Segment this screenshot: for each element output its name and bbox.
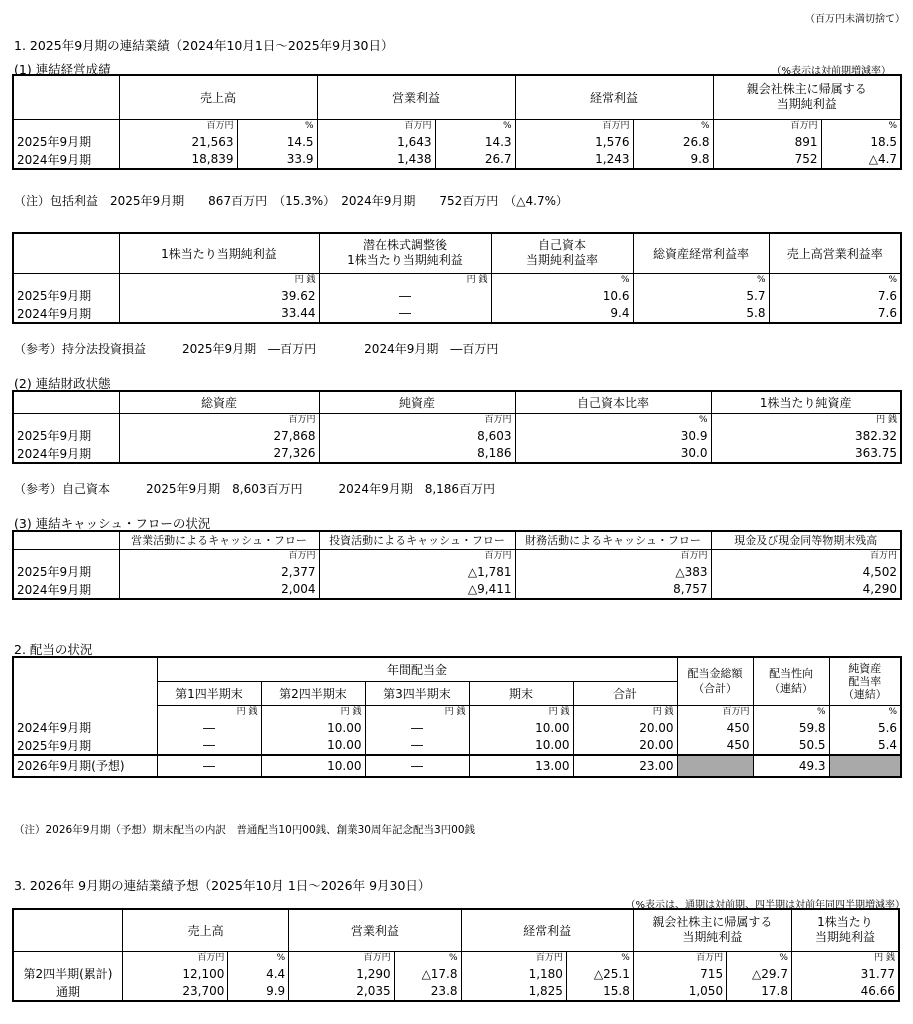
header-bps: 1株当たり純資産 <box>711 391 901 413</box>
per-share-table: 1株当たり当期純利益 潜在株式調整後 1株当たり当期純利益 自己資本 当期純利益率 総資産経常利益率 売上高営業利益率 円 銭 円 銭 % % % 2025年9月期 39.62 ― 10.6 5.7 7.6 2024年9月期 33.44 ― 9.4 5.8 7.6 <box>12 232 902 324</box>
table-row: 2025年9月期 ― 10.00 ― 10.00 20.00 450 50.5 5.4 <box>13 737 901 755</box>
section3-title: 3. 2026年 9月期の連結業績予想（2025年10月 1日～2026年 9月30日） <box>14 878 431 893</box>
header-sales-forecast: 売上高 <box>122 909 288 951</box>
header-equity-ratio: 自己資本比率 <box>515 391 711 413</box>
header-diluted-eps: 潜在株式調整後 1株当たり当期純利益 <box>319 233 491 273</box>
header-total-assets: 総資産 <box>119 391 319 413</box>
unit-note: （百万円未満切捨て） <box>805 14 905 25</box>
header-q2: 第2四半期末 <box>261 681 365 705</box>
header-q3: 第3四半期末 <box>365 681 469 705</box>
header-operating-income: 営業利益 <box>317 75 515 119</box>
table-row: 2024年9月期 18,839 33.9 1,438 26.7 1,243 9.8 752 △4.7 <box>13 151 901 169</box>
header-cash-balance: 現金及び現金同等物期末残高 <box>711 531 901 549</box>
sub1-pct-note: （%表示は対前期増減率） <box>771 66 891 77</box>
header-investing-cf: 投資活動によるキャッシュ・フロー <box>319 531 515 549</box>
equity-method-note: （参考）持分法投資損益 2025年9月期 ―百万円 2024年9月期 ―百万円 <box>14 342 499 356</box>
comprehensive-income-note: （注）包括利益 2025年9月期 867百万円 （15.3%） 2024年9月期 752百万円 （△4.7%） <box>14 194 568 208</box>
header-doe: 純資産 配当率 （連結） <box>829 657 901 705</box>
blank-cell <box>677 755 753 777</box>
header-roa: 総資産経常利益率 <box>633 233 769 273</box>
sub1-title: (1) 連結経営成績 <box>14 62 111 77</box>
header-payout-ratio: 配当性向 （連結） <box>753 657 829 705</box>
table-row: 2024年9月期 2,004 △9,411 8,757 4,290 <box>13 581 901 599</box>
forecast-row: 2026年9月期(予想) ― 10.00 ― 13.00 23.00 49.3 <box>13 755 901 777</box>
header-net-income: 親会社株主に帰属する 当期純利益 <box>713 75 901 119</box>
header-operating-forecast: 営業利益 <box>289 909 461 951</box>
sub3-title: (3) 連結キャッシュ・フローの状況 <box>14 516 211 531</box>
header-sales: 売上高 <box>119 75 317 119</box>
header-operating-cf: 営業活動によるキャッシュ・フロー <box>119 531 319 549</box>
header-total: 合計 <box>573 681 677 705</box>
blank-cell <box>829 755 901 777</box>
section2-title: 2. 配当の状況 <box>14 642 93 657</box>
table-row: 第2四半期(累計) 12,100 4.4 1,290 △17.8 1,180 △25.1 715 △29.7 31.77 <box>13 965 899 983</box>
cash-flow-table: 営業活動によるキャッシュ・フロー 投資活動によるキャッシュ・フロー 財務活動によるキャッシュ・フロー 現金及び現金同等物期末残高 百万円 百万円 百万円 百万円 2025年9月期 2,377 △1,781 △383 4,502 2024年9月期 2,004 △9,411 8,757 4,290 <box>12 530 902 600</box>
table-row: 2024年9月期 ― 10.00 ― 10.00 20.00 450 59.8 5.6 <box>13 719 901 737</box>
section1-title: 1. 2025年9月期の連結業績（2024年10月1日～2025年9月30日） <box>14 38 394 53</box>
header-ordinary-income: 経常利益 <box>515 75 713 119</box>
section3-pct-note: （%表示は、通期は対前期、四半期は対前年同四半期増減率） <box>625 900 905 911</box>
header-roe: 自己資本 当期純利益率 <box>491 233 633 273</box>
dividend-table: 年間配当金 配当金総額 （合計） 配当性向 （連結） 純資産 配当率 （連結） 第1四半期末 第2四半期末 第3四半期末 期末 合計 円 銭 円 銭 円 銭 円 銭 円 銭 百万円 % % 2024年9月期 ― 10.00 ― 10.00 20.00 450 59.8 5.6 2025年9月期 ― 10.00 ― 10.00 20.00 450 50.5 5.4 2026年9月期(予想) ― 10.00 ― 13.00 23.00 49.3 <box>12 656 902 778</box>
header-eps-forecast: 1株当たり 当期純利益 <box>791 909 899 951</box>
table-row: 通期 23,700 9.9 2,035 23.8 1,825 15.8 1,050 17.8 46.66 <box>13 983 899 1001</box>
operating-results-table: 売上高 営業利益 経常利益 親会社株主に帰属する 当期純利益 百万円 % 百万円 % 百万円 % 百万円 % 2025年9月期 21,563 14.5 1,643 14.3 1,576 26.8 891 18.5 2024年9月期 18,839 33.9 1,438 26.7 1,243 9.8 752 △4.7 <box>12 74 902 170</box>
equity-note: （参考）自己資本 2025年9月期 8,603百万円 2024年9月期 8,186百万円 <box>14 482 496 496</box>
header-operating-margin: 売上高営業利益率 <box>769 233 901 273</box>
header-total-dividend: 配当金総額 （合計） <box>677 657 753 705</box>
header-net-assets: 純資産 <box>319 391 515 413</box>
table-row: 2025年9月期 39.62 ― 10.6 5.7 7.6 <box>13 287 901 305</box>
header-net-forecast: 親会社株主に帰属する 当期純利益 <box>633 909 791 951</box>
forecast-table: 売上高 営業利益 経常利益 親会社株主に帰属する 当期純利益 1株当たり 当期純利益 百万円 % 百万円 % 百万円 % 百万円 % 円 銭 第2四半期(累計) 12,100 4.4 1,290 △17.8 1,180 △25.1 715 △29.7 31.77 通期 23,700 9.9 2,035 23.8 1,825 15.8 1,050 17.8 46.66 <box>12 908 900 1002</box>
financial-position-table: 総資産 純資産 自己資本比率 1株当たり純資産 百万円 百万円 % 円 銭 2025年9月期 27,868 8,603 30.9 382.32 2024年9月期 27,326 8,186 30.0 363.75 <box>12 390 902 464</box>
header-year-end: 期末 <box>469 681 573 705</box>
table-row: 2024年9月期 27,326 8,186 30.0 363.75 <box>13 445 901 463</box>
table-row: 2025年9月期 27,868 8,603 30.9 382.32 <box>13 427 901 445</box>
table-row: 2025年9月期 2,377 △1,781 △383 4,502 <box>13 563 901 581</box>
header-annual-dividend: 年間配当金 <box>157 657 677 681</box>
header-ordinary-forecast: 経常利益 <box>461 909 633 951</box>
table-row: 2025年9月期 21,563 14.5 1,643 14.3 1,576 26.8 891 18.5 <box>13 133 901 151</box>
dividend-note: （注）2026年9月期（予想）期末配当の内訳 普通配当10円00銭、創業30周年記念配当3円00銭 <box>14 824 476 836</box>
header-eps: 1株当たり当期純利益 <box>119 233 319 273</box>
header-financing-cf: 財務活動によるキャッシュ・フロー <box>515 531 711 549</box>
sub2-title: (2) 連結財政状態 <box>14 376 111 391</box>
table-row: 2024年9月期 33.44 ― 9.4 5.8 7.6 <box>13 305 901 323</box>
header-q1: 第1四半期末 <box>157 681 261 705</box>
